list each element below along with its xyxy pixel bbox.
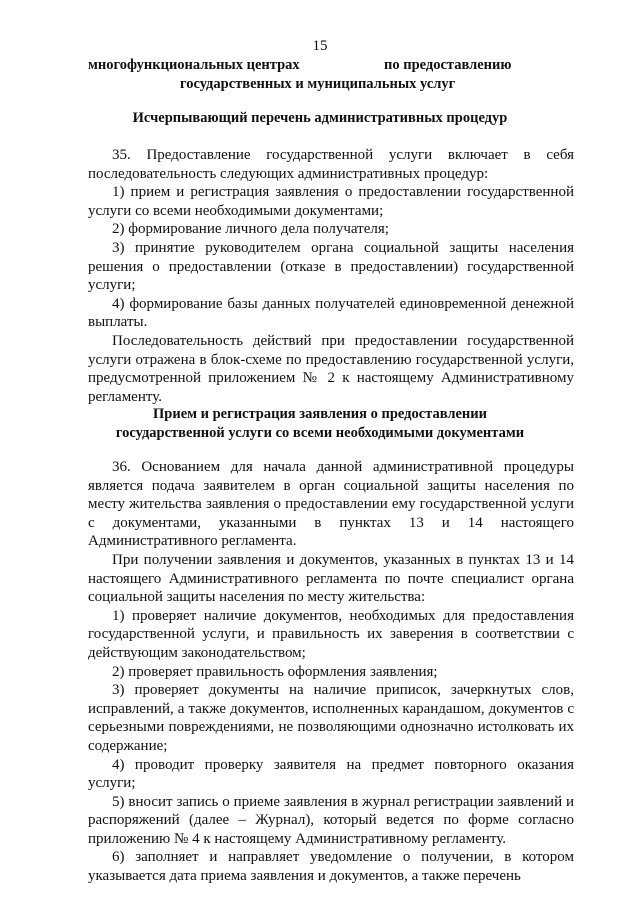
section-2-body xyxy=(88,458,574,886)
paragraph-sequence: Последовательность действий при предоставлении государственной услуги отражена в блок-схеме по предоставлению государственной услуги, предусмотренной приложением № 2 к настоящему Административному регламенту. xyxy=(88,332,574,405)
list-item-4: 4) проводит проверку заявителя на предмет повторного оказания услуги; xyxy=(88,756,574,792)
list-item-3: 3) проверяет документы на наличие приписок, зачеркнутых слов, исправлений, а также документов, исполненных карандашом, документов с серьезными повреждениями, не позволяющими однозначно истолковать их содержание; xyxy=(88,682,574,754)
list-item-3: 3) принятие руководителем органа социальной защиты населения решения о предоставлении (отказе в предоставлении) государственной услуги; xyxy=(88,239,574,294)
list-item-2: 2) проверяет правильность оформления заявления; xyxy=(112,663,438,680)
header-line-1a: многофункциональных центрах xyxy=(88,57,300,73)
list-item-2: 2) формирование личного дела получателя; xyxy=(112,221,389,238)
list-item-1: 1) прием и регистрация заявления о предоставлении государственной услуги со всеми необходимыми документами; xyxy=(88,184,574,219)
list-item-1: 1) проверяет наличие документов, необходимых для предоставления государственной услуги, и правильность их заверения в соответствии с действующим законодательством; xyxy=(88,607,574,661)
header-line-2: государственных и муниципальных услуг xyxy=(180,76,456,92)
header-line-1b: по предоставлению xyxy=(384,57,512,73)
section-heading-1: Исчерпывающий перечень административных процедур xyxy=(132,110,508,126)
list-item-4: 4) формирование базы данных получателей единовременной денежной выплаты. xyxy=(88,295,574,331)
paragraph-receipt: При получении заявления и документов, указанных в пунктах 13 и 14 настоящего Административного регламента по почте специалист органа социальной защиты населения по месту жительства: xyxy=(88,551,574,606)
section-heading-2-line-2: государственной услуги со всеми необходимыми документами xyxy=(115,425,525,441)
page-number: 15 xyxy=(312,38,328,54)
list-item-6: 6) заполняет и направляет уведомление о получении, в котором указывается дата приема заявления и документов, а также перечень xyxy=(88,849,574,885)
list-item-5: 5) вносит запись о приеме заявления в журнал регистрации заявлений и распоряжений (далее – Журнал), который ведется по форме согласно приложению № 4 к настоящему Административному регламенту. xyxy=(88,793,574,847)
paragraph-35: 35. Предоставление государственной услуги включает в себя последовательность следующих административных процедур: xyxy=(88,147,574,182)
paragraph-36: 36. Основанием для начала данной административной процедуры является подача заявителем в орган социальной защиты населения по месту жительства заявления о предоставлении ему государственной услуги с документами, указанными в пунктах 13 и 14 настоящего Административного регламента. xyxy=(88,459,574,550)
section-1-body xyxy=(88,146,574,406)
section-heading-2-line-1: Прием и регистрация заявления о предоставлении xyxy=(153,406,487,422)
section-heading-2 xyxy=(0,405,640,443)
